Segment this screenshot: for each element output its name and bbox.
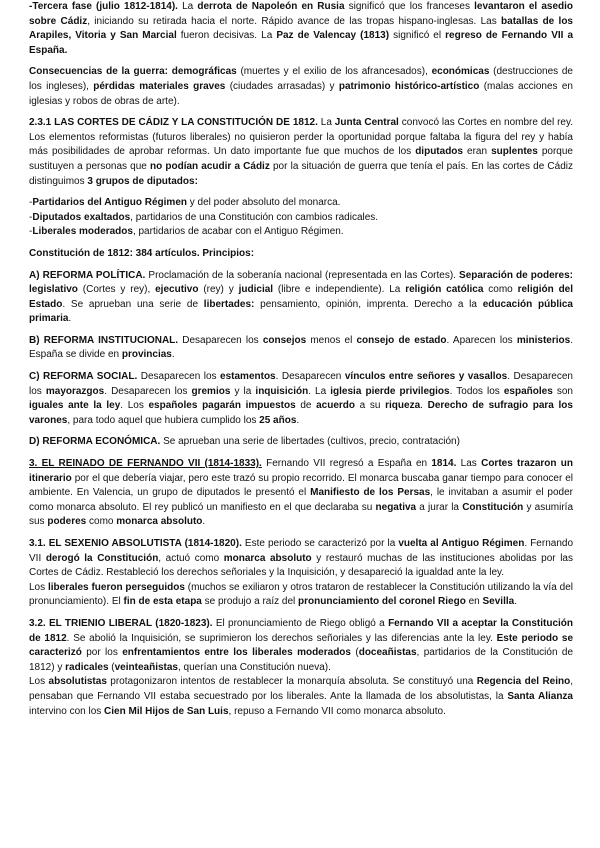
bold-text: batallas de los Arapiles, Vitoria y San Marcial [29, 15, 573, 42]
paragraph-consecuencias-guerra [29, 65, 573, 109]
text-run: significó que los franceses [344, 1, 475, 12]
paragraph-grupo-absolutistas [29, 196, 573, 211]
bold-text: españoles [503, 385, 553, 397]
paragraph-reinado-fernando-vii [29, 457, 573, 530]
text-run: . [68, 313, 72, 325]
bold-text: iguales ante la ley [29, 400, 121, 412]
text-run: por el que debería viajar, pero este trazó su propio recorrido. El monarca buscaba ganar tiempo para conocer el ambiente. En Valencia, un grupo de diputados le presentó el [29, 472, 573, 499]
text-run: eran [462, 146, 492, 158]
bold-text: no podían acudir a Cádiz [150, 160, 270, 172]
bold-text: levantaron el asedio sobre Cádiz [29, 1, 574, 27]
bold-text: monarca absoluto [116, 516, 203, 528]
text-run: Los [29, 581, 48, 593]
text-run: . España se divide en [29, 334, 573, 361]
paragraph-grupo-moderados [29, 225, 573, 240]
text-run: (muertes y el exilio de los afrancesados), [236, 66, 432, 78]
text-run: Desaparecen los [137, 371, 221, 383]
bold-text: 1814. [431, 458, 457, 470]
text-run: de [295, 400, 317, 412]
bold-text: económicas [431, 66, 490, 78]
text-run: (libre e independiente). La [273, 284, 406, 296]
text-run: protagonizaron intentos de restablecer la monarquía absoluta. Se constituyó una [106, 676, 477, 688]
bold-text: 3 grupos de diputados: [87, 175, 198, 187]
bold-text: Partidarios del Antiguo Régimen [32, 197, 187, 209]
paragraph-reforma-economica [29, 435, 573, 450]
text-run: . Aparecen los [446, 334, 517, 346]
paragraph-absolutistas-regencia [29, 675, 573, 719]
bold-text: estamentos [220, 371, 276, 383]
paragraph-liberales-perseguidos [29, 581, 573, 610]
bold-text: C) REFORMA SOCIAL. [29, 371, 138, 383]
text-run: pensamiento, opinión, imprenta. Derecho a la [254, 298, 483, 310]
text-run: fueron decisivas. La [176, 30, 277, 42]
bold-text: gremios [191, 385, 231, 397]
text-run: Desaparecen los [178, 334, 263, 346]
text-run: . Se abolió la Inquisición, se suprimieron los derechos señoriales y las diferencias ante la ley. [66, 632, 497, 644]
bold-text: acuerdo [316, 400, 356, 412]
text-run: ( [108, 661, 115, 673]
bold-text: judicial [238, 284, 274, 296]
bold-text: Derecho de sufragio para los varones [29, 400, 573, 426]
bold-text: 25 años [259, 414, 297, 426]
text-run: Este periodo se caracterizó por la [241, 538, 399, 549]
bold-text: Regencia del Reino [476, 676, 571, 688]
text-run: . La [308, 385, 331, 397]
text-run: . [296, 414, 300, 426]
text-run: . Fernando VII [29, 538, 574, 564]
bold-text: iglesia pierde privilegios [330, 385, 450, 397]
bold-text: Separación de poderes: legislativo [29, 269, 573, 296]
bold-text: inquisición [255, 385, 309, 397]
paragraph-sexenio-absolutista [29, 537, 573, 581]
bold-text: consejo de estado [356, 334, 447, 346]
paragraph-grupo-exaltados [29, 211, 573, 226]
bold-text: Constitución [462, 501, 524, 513]
bold-text: doceañistas [358, 647, 417, 659]
bold-text: Consecuencias de la guerra: demográficas [29, 66, 237, 78]
text-run: . Desaparecen los [29, 371, 573, 397]
text-run: por los [81, 647, 123, 659]
text-run: (rey) y [198, 284, 239, 296]
bold-text: Cortes trazaron un itinerario [29, 458, 574, 484]
text-run: , partidarios de acabar con el Antiguo Régimen. [132, 226, 344, 238]
document-page [29, 0, 573, 726]
bold-text: Cien Mil Hijos de San Luis [104, 705, 229, 717]
bold-text: Junta Central [334, 117, 399, 129]
bold-text: pérdidas materiales graves [93, 80, 226, 92]
text-run: (ciudades arrasadas) y [225, 80, 339, 92]
bold-text: riqueza [385, 400, 421, 412]
bold-text: Liberales moderados [32, 226, 133, 238]
paragraph-guerra-tercera-fase [29, 0, 573, 58]
text-run: y del poder absoluto del monarca. [187, 197, 341, 209]
text-run: convocó las Cortes en nombre del rey. Los elementos reformistas (futuros liberales) no quisieron perder la oportunidad porque faltaba la figura del rey y había más posibilidades de aprobar reformas. Un dato importante fue que muchos de los [29, 117, 574, 158]
bold-text: Manifiesto de los Persas [310, 487, 431, 499]
paragraph-reforma-social [29, 370, 573, 428]
bold-text: monarca absoluto [223, 552, 312, 564]
text-run: . Se aprueban una serie de [62, 298, 204, 310]
text-run: (muchos se exiliaron y otros trataron de restablecer la Constitución utilizando la vía del pronunciamiento). El [29, 581, 573, 608]
text-run: y asumiría sus [29, 501, 574, 528]
text-run: a jurar la [416, 501, 463, 513]
text-run: , pensaban que Fernando VII estaba secuestrado por los liberales. Ante la llamada de los absolutistas, la [29, 676, 574, 702]
text-run: - [29, 211, 33, 223]
bold-text: derogó la Constitución [45, 552, 159, 564]
bold-text: Sevilla [482, 596, 515, 608]
bold-text: mayorazgos [45, 385, 105, 397]
bold-text: Constitución de 1812: 384 artículos. Principios: [29, 247, 255, 259]
text-run: (Cortes y rey), [77, 284, 156, 296]
text-run: . Desaparecen los [104, 385, 192, 397]
bold-text: vuelta al Antiguo Régimen [398, 538, 525, 549]
text-run: , para todo aquel que hubiera cumplido los [67, 414, 260, 426]
bold-text: Santa Alianza [507, 690, 573, 702]
text-run: y la [230, 385, 256, 397]
bold-text: religión católica [405, 284, 484, 296]
bold-text: 3. EL REINADO DE FERNANDO VII (1814-1833). [29, 458, 262, 470]
underlined-heading [29, 458, 262, 469]
text-run: . Desaparecen [275, 371, 345, 383]
bold-text: Este periodo se caracterizó [29, 632, 574, 659]
text-run: , iniciando su retirada hacia el norte. Rápido avance de las tropas hispano-inglesas. Las [87, 15, 502, 27]
bold-text: vínculos entre señores y vasallos [344, 371, 508, 383]
text-run: . [171, 349, 175, 361]
bold-text: consejos [262, 334, 307, 346]
text-run: (destrucciones de los ingleses), [29, 66, 573, 92]
bold-text: 3.1. EL SEXENIO ABSOLUTISTA (1814-1820). [29, 538, 242, 549]
bold-text: -Tercera fase (julio 1812-1814). [29, 1, 178, 12]
bold-text: ministerios [516, 334, 571, 346]
bold-text: regreso de Fernando VII a España. [29, 30, 574, 56]
paragraph-trienio-liberal [29, 617, 573, 675]
text-run: La [177, 1, 198, 12]
bold-text: provincias [121, 349, 172, 361]
text-run: Proclamación de la soberanía nacional (representada en las Cortes). [145, 269, 460, 281]
bold-text: derrota de Napoleón en Rusia [197, 1, 345, 12]
text-run: Los [29, 676, 49, 688]
text-run: (malas acciones en iglesias y robos de obras de arte). [29, 80, 573, 107]
text-run: , le invitaban a asumir el poder como monarca absoluto. El rey publicó un manifiesto en el que declaraba su [29, 487, 574, 513]
text-run: . Los [120, 400, 149, 412]
text-run: , partidarios de una Constitución con cambios radicales. [130, 211, 379, 223]
bold-text: patrimonio histórico-artístico [338, 80, 480, 92]
bold-text: poderes [47, 516, 87, 528]
text-run: y restauró muchas de las instituciones abolidas por las Cortes de Cádiz. Restableció los derechos señoriales y la Inquisición, y desapareció la igualdad ante la ley. [29, 552, 573, 579]
bold-text: religión del Estado [29, 284, 574, 310]
text-run: , querían una Constitución nueva). [178, 661, 331, 673]
text-run: , actuó como [158, 552, 224, 564]
text-run: , partidarios de la Constitución de 1812) y [29, 647, 574, 673]
text-run: . [514, 596, 517, 608]
bold-text: negativa [375, 501, 417, 513]
bold-text: liberales fueron perseguidos [48, 581, 185, 593]
text-run: significó el [389, 30, 446, 42]
text-run: por la situación de guerra que tenía el país. En las cortes de Cádiz distinguimos [29, 160, 573, 187]
text-run: ( [350, 647, 359, 659]
text-run: menos el [306, 334, 357, 346]
text-run: Se aprueban una serie de libertades (cultivos, precio, contratación) [160, 436, 460, 448]
bold-text: radicales [65, 661, 109, 673]
text-run: porque sustituyen a personas que [29, 146, 573, 172]
text-run: Las [456, 458, 482, 470]
bold-text: Paz de Valencay (1813) [276, 30, 390, 42]
text-run: . [202, 516, 206, 528]
bold-text: B) REFORMA INSTITUCIONAL. [29, 334, 179, 346]
paragraph-constitucion-1812 [29, 247, 573, 262]
text-run: son [552, 385, 573, 397]
text-run: como [483, 284, 518, 296]
bold-text: diputados [415, 146, 463, 158]
text-run: La [317, 117, 335, 129]
bold-text: enfrentamientos entre los liberales moderados [122, 647, 351, 659]
bold-text: Diputados exaltados [32, 211, 131, 223]
paragraph-reforma-institucional [29, 334, 573, 363]
bold-text: libertades: [203, 298, 255, 310]
bold-text: A) REFORMA POLÍTICA. [29, 269, 146, 281]
text-run: . [420, 400, 428, 412]
bold-text: ejecutivo [155, 284, 199, 296]
bold-text: suplentes [491, 146, 538, 158]
text-run: Fernando VII regresó a España en [261, 458, 432, 470]
paragraph-reforma-politica [29, 269, 573, 327]
bold-text: veinteañistas [114, 661, 178, 673]
text-run: como [86, 516, 117, 528]
bold-text: D) REFORMA ECONÓMICA. [29, 436, 161, 448]
bold-text: absolutistas [48, 676, 107, 688]
text-run: a su [355, 400, 386, 412]
bold-text: españoles pagarán impuestos [148, 400, 296, 412]
text-run: - [29, 226, 33, 238]
bold-text: Fernando VII a aceptar la Constitución de 1812 [29, 617, 574, 644]
text-run: - [29, 197, 33, 209]
bold-text: fin de esta etapa [123, 596, 202, 608]
text-run: El pronunciamiento de Riego obligó a [212, 617, 389, 629]
paragraph-cortes-cadiz [29, 116, 573, 189]
bold-text: pronunciamiento del coronel Riego [298, 596, 466, 608]
bold-text: 3.2. EL TRIENIO LIBERAL (1820-1823). [29, 617, 213, 629]
text-run: intervino con los [29, 705, 105, 717]
text-run: se produjo a raíz del [201, 596, 299, 608]
text-run: . Todos los [449, 385, 504, 397]
bold-text: educación pública primaria [29, 298, 573, 325]
bold-text: 2.3.1 LAS CORTES DE CÁDIZ Y LA CONSTITUCIÓN DE 1812. [29, 117, 318, 129]
text-run: , repuso a Fernando VII como monarca absoluto. [228, 705, 446, 717]
text-run: en [465, 596, 483, 608]
